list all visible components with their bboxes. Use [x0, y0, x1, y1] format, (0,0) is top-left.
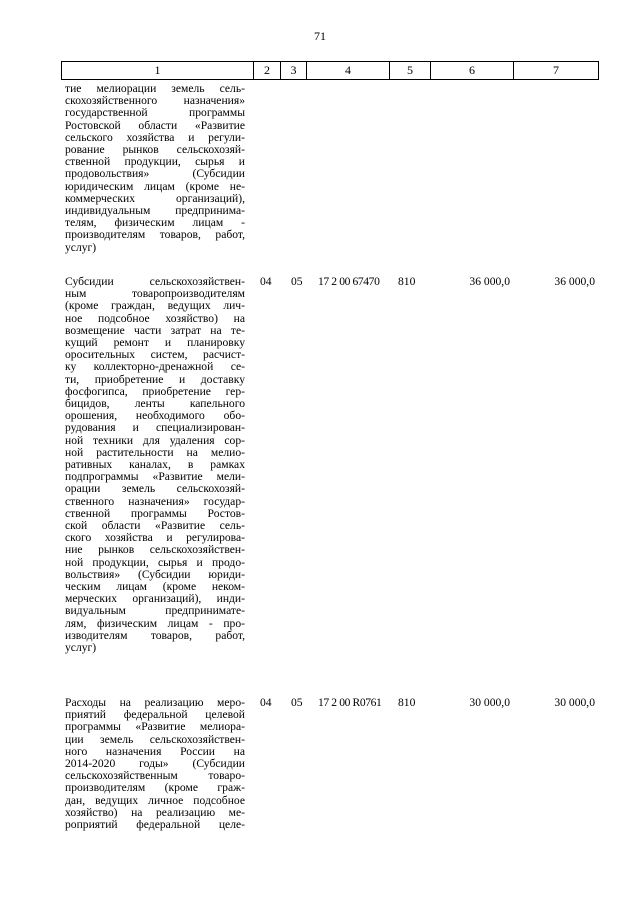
amount-col-6: 30 000,0 [469, 696, 510, 709]
description-line: коммерческих организаций), [65, 191, 245, 205]
amount-col-7: 30 000,0 [554, 696, 595, 709]
header-col-3: 3 [290, 63, 297, 77]
description-line: ственного назначения» государ- [65, 494, 245, 508]
description-line: индивидуальным предпринима- [65, 204, 245, 218]
description-line: приятий федеральной целевой [65, 708, 245, 722]
description-line: ского хозяйства и регулирова- [65, 531, 245, 545]
description-line: тие мелиорации земель сель- [65, 82, 245, 95]
description-line: юридическим лицам (кроме не- [65, 179, 245, 193]
target-article-code: 17 2 00 R0761 [318, 696, 382, 709]
header-col-5: 5 [407, 63, 413, 77]
description-line: производителям (кроме граж- [65, 781, 245, 795]
description-line: ной растительности на мелио- [65, 445, 245, 459]
amount-col-7: 36 000,0 [554, 275, 595, 288]
description-line: видуальным предпринимате- [65, 604, 245, 618]
description-line: вольствия» (Субсидии юриди- [65, 567, 245, 581]
description-line: лям, физическим лицам - про- [65, 616, 245, 630]
description-line: мерческих организаций), инди- [65, 592, 245, 606]
expense-type-code: 810 [398, 275, 416, 288]
description-line: услуг) [65, 240, 97, 254]
description-line: ным товаропроизводителям [65, 287, 245, 301]
description-line: ной продукции, сырья и продо- [65, 555, 245, 569]
description-line: услуг) [65, 641, 97, 655]
description-line: сельского хозяйства и регули- [65, 130, 245, 144]
expense-type-code: 810 [398, 696, 416, 709]
page-number: 71 [314, 29, 326, 43]
description-line: оросительных систем, расчист- [65, 348, 245, 362]
description-line: ное подсобное хозяйство) на [65, 311, 245, 325]
description-line: ративных каналах, в рамках [65, 458, 245, 472]
description-line: кущий ремонт и планировку [65, 336, 245, 350]
header-col-4: 4 [345, 63, 351, 77]
description-line: рудования и специализирован- [65, 421, 245, 435]
description-line: орошения, необходимого обо- [65, 409, 245, 423]
description-line: фосфогипса, приобретение гер- [65, 384, 245, 398]
subsection-code: 05 [291, 275, 303, 288]
description-line: ственной программы Ростов- [65, 506, 245, 520]
description-line: подпрограммы «Развитие мели- [65, 470, 245, 484]
description-line: государственной программы [65, 106, 245, 120]
description-line: 2014-2020 годы» (Субсидии [65, 757, 245, 771]
row-description [65, 276, 245, 654]
description-line: продовольствия» (Субсидии [65, 167, 245, 181]
description-line: ти, приобретение и доставку [65, 372, 245, 386]
description-line: ку коллекторно-дренажной се- [65, 360, 245, 374]
row-description [65, 83, 245, 254]
description-line: (кроме граждан, ведущих лич- [65, 299, 245, 313]
header-col-6: 6 [469, 63, 475, 77]
row-description [65, 697, 245, 831]
description-line: производителям товаров, работ, [65, 228, 245, 242]
description-line: ции земель сельскохозяйствен- [65, 732, 245, 746]
description-line: ного назначения России на [65, 744, 245, 758]
description-line: хозяйство) на реализацию ме- [65, 805, 245, 819]
description-line: ческим лицам (кроме неком- [65, 580, 245, 594]
header-col-7: 7 [553, 63, 559, 77]
description-line: телям, физическим лицам - [65, 216, 245, 230]
description-line: скохозяйственного назначения» [65, 94, 245, 108]
description-line: программы «Развитие мелиора- [65, 720, 245, 734]
description-line: сельскохозяйственным товаро- [65, 769, 245, 783]
description-line: ской области «Развитие сель- [65, 519, 245, 533]
target-article-code: 17 2 00 67470 [318, 275, 380, 288]
description-line: Ростовской области «Развитие [65, 118, 245, 132]
section-code: 04 [260, 275, 272, 288]
description-line: возмещение части затрат на те- [65, 323, 245, 337]
amount-col-6: 36 000,0 [469, 275, 510, 288]
description-line: Расходы на реализацию меро- [65, 696, 245, 709]
description-line: орации земель сельскохозяй- [65, 482, 245, 496]
description-line: Субсидии сельскохозяйствен- [65, 275, 245, 288]
description-line: роприятий федеральной целе- [65, 818, 245, 832]
description-line: ственной продукции, сырья и [65, 155, 245, 169]
description-line: дан, ведущих личное подсобное [65, 793, 245, 807]
subsection-code: 05 [291, 696, 303, 709]
description-line: изводителям товаров, работ, [65, 628, 245, 642]
header-col-1: 1 [154, 63, 161, 77]
header-col-2: 2 [264, 63, 270, 77]
table-header [61, 61, 599, 80]
description-line: ние рынков сельскохозяйствен- [65, 543, 245, 557]
section-code: 04 [260, 696, 272, 709]
description-line: ной техники для удаления сор- [65, 433, 245, 447]
description-line: бицидов, ленты капельного [65, 397, 245, 411]
description-line: рование рынков сельскохозяй- [65, 143, 245, 157]
